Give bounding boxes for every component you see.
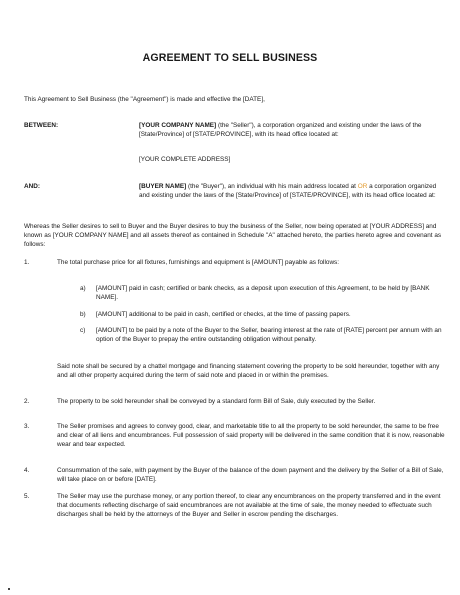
seller-text: (the "Seller"), a corporation organized and existing under the laws of the [State/Province] of [STATE/PROVINCE], with its head office located at: — [139, 122, 422, 139]
clause-1c-text: [AMOUNT] to be paid by a note of the Buyer to the Seller, bearing interest at the rate of [RATE] percent per annum with an option of the Buyer to prepay the entire outstanding obligation without penalty. — [96, 327, 442, 344]
clause-1a-letter: a) — [80, 285, 86, 292]
clause-5-number: 5. — [24, 493, 30, 500]
clause-1b-text: [AMOUNT] additional to be paid in cash, certified or checks, at the time of passing papers. — [96, 311, 351, 318]
clause-4-text: Consummation of the sale, with payment by the Buyer of the balance of the down payment and the delivery by the Seller of a Bill of Sale, will take place on or before [DATE]. — [57, 467, 444, 484]
buyer-text-b: a corporation organized and existing under the laws of the [State/Province] of [STATE/PROVINCE], with its head office located at: — [139, 183, 437, 200]
whereas-paragraph: Whereas the Seller desires to sell to Buyer and the Buyer desires to buy the business of the Seller, now being operated at [YOUR ADDRESS] and known as [YOUR COMPANY NAME] and all assets thereof as contained in Schedule "A" attached hereto, the parties hereto agree and covenant as follows: — [24, 223, 442, 249]
clause-5-text: The Seller may use the purchase money, or any portion thereof, to clear any encumbrances on the property transferred and in the event that documents reflecting discharge of said encumbrances are not available at the time of sale, the money needed to effectuate such discharges shall be held by the attorneys of the Buyer and Seller in escrow pending the discharges. — [57, 493, 441, 519]
clause-3-text: The Seller promises and agrees to convey good, clear, and marketable title to all the property to be sold hereunder, the same to be free and clear of all liens and encumbrances. Full possession of said property will be delivered in the same condition that it is now, reasonable wear and tear expected. — [57, 423, 445, 449]
seller-company-name: [YOUR COMPANY NAME] — [139, 122, 217, 129]
seller-description — [139, 121, 444, 139]
seller-address: [YOUR COMPLETE ADDRESS] — [139, 156, 231, 163]
clause-1c-letter: c) — [80, 327, 86, 334]
document-title: AGREEMENT TO SELL BUSINESS — [142, 52, 318, 64]
clause-1a-text: [AMOUNT] paid in cash; certified or bank checks, as a deposit upon execution of this Agreement, to be held by [BANK NAME]. — [96, 285, 430, 302]
intro-paragraph: This Agreement to Sell Business (the "Agreement") is made and effective the [DATE], — [24, 96, 265, 103]
and-label: AND: — [24, 183, 40, 190]
clause-2-text: The property to be sold hereunder shall be conveyed by a standard form Bill of Sale, duly executed by the Seller. — [57, 398, 376, 405]
clause-1-text: The total purchase price for all fixtures, furnishings and equipment is [AMOUNT] payable as follows: — [57, 259, 340, 266]
clause-4-number: 4. — [24, 467, 30, 474]
buyer-description — [139, 182, 444, 200]
clause-1-note: Said note shall be secured by a chattel mortgage and financing statement covering the property to be sold hereunder, together with any and all other property acquired during the term of said note and placed in or within the premises. — [57, 363, 440, 380]
buyer-or-highlight: OR — [357, 183, 368, 190]
page-corner-mark — [8, 588, 10, 590]
clause-3-number: 3. — [24, 423, 30, 430]
clause-1b-letter: b) — [80, 311, 86, 318]
buyer-text-a: (the "Buyer"), an individual with his main address located at — [186, 183, 358, 190]
clause-1-number: 1. — [24, 259, 30, 266]
between-label: BETWEEN: — [24, 122, 59, 129]
buyer-name: [BUYER NAME] — [139, 183, 187, 190]
clause-2-number: 2. — [24, 398, 30, 405]
